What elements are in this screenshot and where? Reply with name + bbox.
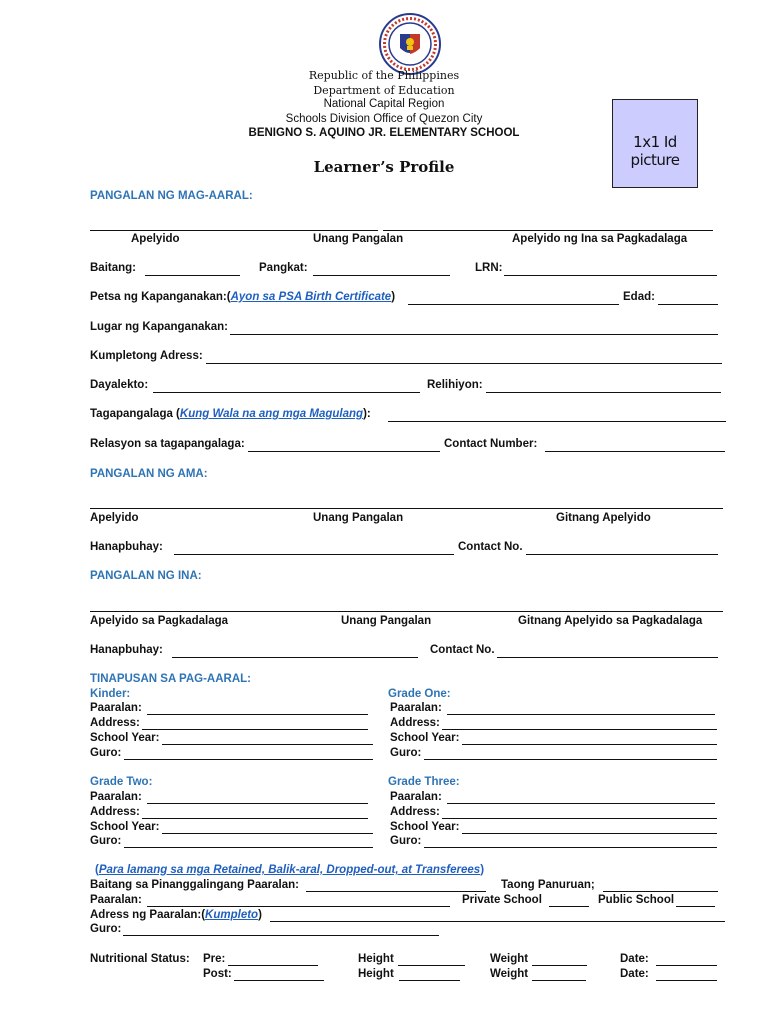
label-contact-number: Contact Number: [444, 438, 538, 450]
height-pre-field[interactable] [398, 965, 465, 966]
father-label-unang: Unang Pangalan [313, 512, 404, 524]
education-section-title: TINAPUSAN SA PAG-AARAL: [90, 673, 251, 685]
taong-panuruan-field[interactable] [603, 891, 718, 892]
height-post-field[interactable] [399, 980, 460, 981]
pangkat-field[interactable] [313, 275, 450, 276]
g3-paaralan-label: Paaralan: [390, 791, 442, 803]
g2-address-label: Address: [90, 806, 140, 818]
mother-label-apelyido: Apelyido sa Pagkadalaga [90, 615, 229, 627]
g2-guro-field[interactable] [124, 847, 373, 848]
learner-section-title: PANGALAN NG MAG-AARAL: [90, 190, 253, 202]
g3-address-field[interactable] [442, 818, 717, 819]
prev-adress-field[interactable] [270, 921, 725, 922]
father-label-hanap: Hanapbuhay: [90, 541, 163, 553]
grade-one-title: Grade One: [388, 688, 451, 700]
label-apelyido: Apelyido [131, 233, 180, 245]
label-public-school: Public School [598, 894, 675, 906]
kinder-paaralan-field[interactable] [147, 714, 368, 715]
department-text: Department of Education [313, 84, 455, 97]
kinder-title: Kinder: [90, 688, 131, 700]
post-field[interactable] [234, 980, 324, 981]
label-date-post: Date: [620, 968, 649, 980]
label-private-school: Private School [462, 894, 542, 906]
g1-address-label: Address: [390, 717, 440, 729]
father-contact-field[interactable] [526, 554, 718, 555]
label-lugar: Lugar ng Kapanganakan: [90, 321, 229, 333]
g3-sy-label: School Year: [390, 821, 460, 833]
contact-number-field[interactable] [545, 451, 725, 452]
g3-address-label: Address: [390, 806, 440, 818]
father-name-line[interactable] [90, 508, 723, 509]
label-unang-pangalan: Unang Pangalan [313, 233, 404, 245]
g2-sy-field[interactable] [162, 833, 373, 834]
g1-sy-label: School Year: [390, 732, 460, 744]
label-taong-panuruan: Taong Panuruan; [501, 879, 595, 891]
g2-guro-label: Guro: [90, 835, 122, 847]
edad-field[interactable] [658, 304, 718, 305]
dialect-field[interactable] [153, 392, 420, 393]
kinder-guro-label: Guro: [90, 747, 122, 759]
father-occupation-field[interactable] [174, 554, 454, 555]
g1-sy-field[interactable] [462, 744, 717, 745]
division-text: Schools Division Office of Quezon City [285, 113, 483, 125]
kinder-sy-field[interactable] [162, 744, 373, 745]
date-post-field[interactable] [656, 980, 717, 981]
g1-address-field[interactable] [442, 729, 717, 730]
grade-two-title: Grade Two: [90, 776, 153, 788]
weight-post-field[interactable] [532, 980, 586, 981]
g1-paaralan-label: Paaralan: [390, 702, 442, 714]
page-title: Learner’s Profile [313, 158, 455, 176]
label-prev-guro: Guro: [90, 923, 122, 935]
relation-field[interactable] [248, 451, 440, 452]
republic-text: Republic of the Philippines [308, 69, 460, 82]
guardian-field[interactable] [388, 421, 726, 422]
label-apelyido-ina: Apelyido ng Ina sa Pagkadalaga [512, 233, 688, 245]
learner-lastname-line[interactable] [90, 230, 378, 231]
label-prev-baitang: Baitang sa Pinanggalingang Paaralan: [90, 879, 299, 891]
guardian-note: Kung Wala na ang mga Magulang [179, 408, 364, 420]
label-lrn: LRN: [475, 262, 503, 274]
school-name: BENIGNO S. AQUINO JR. ELEMENTARY SCHOOL [248, 127, 520, 139]
father-label-gitnang: Gitnang Apelyido [556, 512, 651, 524]
g1-guro-label: Guro: [390, 747, 422, 759]
mother-contact-field[interactable] [497, 657, 718, 658]
g2-paaralan-field[interactable] [147, 803, 368, 804]
label-dayalekto: Dayalekto: [90, 379, 149, 391]
mother-occupation-field[interactable] [172, 657, 418, 658]
label-relasyon: Relasyon sa tagapangalaga: [90, 438, 245, 450]
religion-field[interactable] [486, 392, 721, 393]
father-section-title: PANGALAN NG AMA: [90, 468, 208, 480]
mother-label-unang: Unang Pangalan [341, 615, 432, 627]
g2-paaralan-label: Paaralan: [90, 791, 142, 803]
g2-sy-label: School Year: [90, 821, 160, 833]
label-baitang: Baitang: [90, 262, 136, 274]
label-weight-pre: Weight [490, 953, 529, 965]
birthplace-field[interactable] [230, 334, 718, 335]
label-tagapangalaga: Tagapangalaga (Kung Wala na ang mga Magulang): [90, 408, 371, 420]
grade-three-title: Grade Three: [388, 776, 460, 788]
label-weight-post: Weight [490, 968, 529, 980]
lrn-field[interactable] [504, 275, 717, 276]
region-text: National Capital Region [323, 98, 445, 110]
mother-label-gitnang: Gitnang Apelyido sa Pagkadalaga [518, 615, 703, 627]
father-label-contact: Contact No. [458, 541, 523, 553]
mother-section-title: PANGALAN NG INA: [90, 570, 202, 582]
mother-label-contact: Contact No. [430, 644, 495, 656]
mother-name-line[interactable] [90, 611, 723, 612]
kinder-address-field[interactable] [142, 729, 368, 730]
label-pre: Pre: [203, 953, 226, 965]
mother-label-hanap: Hanapbuhay: [90, 644, 163, 656]
date-pre-field[interactable] [656, 965, 717, 966]
label-height-post: Height [358, 968, 394, 980]
deped-seal [378, 12, 442, 76]
kinder-sy-label: School Year: [90, 732, 160, 744]
father-label-apelyido: Apelyido [90, 512, 139, 524]
weight-pre-field[interactable] [532, 965, 587, 966]
prev-paaralan-field[interactable] [147, 906, 450, 907]
learner-mothername-line[interactable] [383, 230, 713, 231]
g1-paaralan-field[interactable] [447, 714, 715, 715]
label-relihiyon: Relihiyon: [427, 379, 483, 391]
label-edad: Edad: [623, 291, 655, 303]
transfer-note: (Para lamang sa mga Retained, Balik-aral, Dropped-out, at Transferees) [95, 864, 485, 876]
label-adress: Kumpletong Adress: [90, 350, 203, 362]
kinder-address-label: Address: [90, 717, 140, 729]
pre-field[interactable] [228, 965, 318, 966]
address-field[interactable] [206, 363, 722, 364]
prev-guro-field[interactable] [123, 935, 439, 936]
g3-paaralan-field[interactable] [447, 803, 715, 804]
label-prev-paaralan: Paaralan: [90, 894, 142, 906]
g3-guro-label: Guro: [390, 835, 422, 847]
label-height-pre: Height [358, 953, 394, 965]
prev-baitang-field[interactable] [306, 891, 486, 892]
id-picture-label: 1x1 Id picture [630, 133, 680, 169]
label-date-pre: Date: [620, 953, 649, 965]
kinder-paaralan-label: Paaralan: [90, 702, 142, 714]
g1-guro-field[interactable] [424, 759, 717, 760]
label-prev-adress: Adress ng Paaralan:(Kumpleto) [90, 909, 262, 921]
label-nutritional-status: Nutritional Status: [90, 953, 190, 965]
label-post: Post: [203, 968, 232, 980]
g3-guro-field[interactable] [424, 847, 717, 848]
private-school-field[interactable] [549, 906, 589, 907]
g3-sy-field[interactable] [462, 833, 717, 834]
psa-note: Ayon sa PSA Birth Certificate [230, 291, 392, 303]
label-pangkat: Pangkat: [259, 262, 308, 274]
birthdate-field[interactable] [408, 304, 619, 305]
label-petsa: Petsa ng Kapanganakan:(Ayon sa PSA Birth Certificate) [90, 291, 396, 303]
baitang-field[interactable] [145, 275, 240, 276]
kinder-guro-field[interactable] [124, 759, 373, 760]
g2-address-field[interactable] [142, 818, 368, 819]
public-school-field[interactable] [676, 906, 715, 907]
